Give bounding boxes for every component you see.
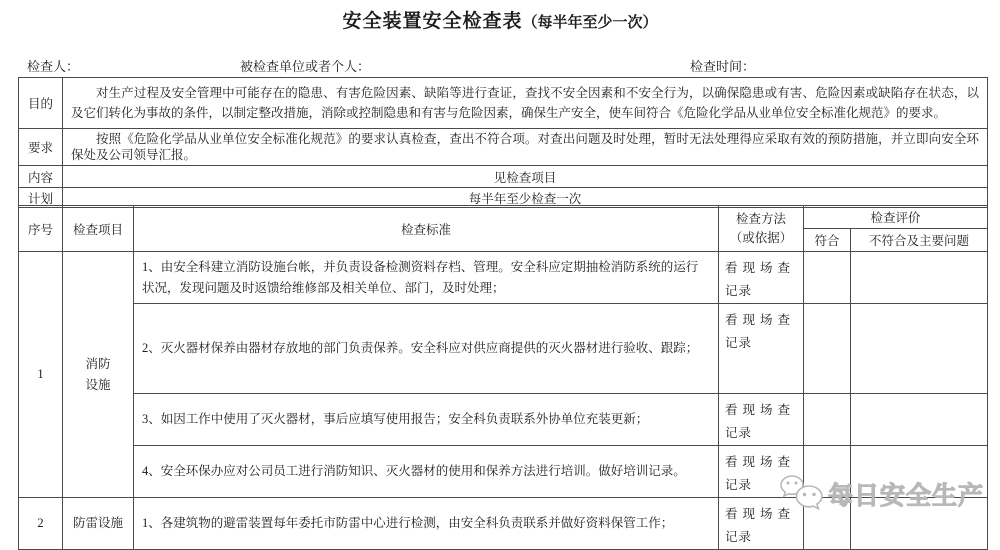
- checklist-table: [18, 205, 988, 550]
- header-pass: 符合: [804, 229, 851, 252]
- page-title: [0, 6, 1000, 33]
- purpose-row: [19, 78, 988, 129]
- requirement-row: [19, 129, 988, 166]
- method-cell: 看现场查 记录: [719, 394, 804, 446]
- page-title-frequency: （每半年至少一次）: [522, 15, 658, 31]
- fail-cell: [851, 304, 988, 394]
- table-row: [19, 498, 988, 550]
- purpose-label: 目的: [19, 78, 63, 129]
- method-cell: 看现场查 记录: [719, 498, 804, 550]
- pass-cell: [804, 446, 851, 498]
- header-evaluation: 检查评价: [804, 206, 988, 229]
- table-row: [19, 304, 988, 394]
- content-text: 见检查项目: [63, 166, 988, 188]
- standard-cell: 2、灭火器材保养由器材存放地的部门负责保养。安全科应对供应商提供的灭火器材进行验收、跟踪；: [134, 304, 719, 394]
- plan-text: 每半年至少检查一次: [63, 188, 988, 208]
- content-label: 内容: [19, 166, 63, 188]
- item-cell-lightning-protection: 防雷设施: [63, 498, 134, 550]
- table-row: [19, 394, 988, 446]
- header-item: 检查项目: [63, 206, 134, 252]
- fail-cell: [851, 394, 988, 446]
- table-row: [19, 446, 988, 498]
- standard-cell: 1、各建筑物的避雷装置每年委托市防雷中心进行检测，由安全科负责联系并做好资料保管工作；: [134, 498, 719, 550]
- method-cell: 看现场查 记录: [719, 446, 804, 498]
- standard-cell: 1、由安全科建立消防设施台帐，并负责设备检测资料存档、管理。安全科应定期抽检消防系统的运行状况，发现问题及时返馈给维修部及相关单位、部门，及时处理；: [134, 252, 719, 304]
- pass-cell: [804, 252, 851, 304]
- page-title-main: 安全装置安全检查表: [342, 11, 523, 32]
- meta-table: [18, 77, 988, 208]
- pass-cell: [804, 394, 851, 446]
- seq-cell-1: 1: [19, 252, 63, 498]
- fail-cell: [851, 446, 988, 498]
- standard-cell: 3、如因工作中使用了灭火器材，事后应填写使用报告；安全科负责联系外协单位充装更新；: [134, 394, 719, 446]
- fail-cell: [851, 498, 988, 550]
- seq-cell-2: 2: [19, 498, 63, 550]
- table-row: [19, 252, 988, 304]
- pass-cell: [804, 498, 851, 550]
- plan-label: 计划: [19, 188, 63, 208]
- item-cell-fire-equipment: 消防 设施: [63, 252, 134, 498]
- header-method: 检查方法 （或依据）: [719, 206, 804, 252]
- content-row: [19, 166, 988, 188]
- inspector-label: 检查人：: [27, 59, 80, 74]
- header-standard: 检查标准: [134, 206, 719, 252]
- header-seq: 序号: [19, 206, 63, 252]
- info-row: [0, 56, 1000, 74]
- purpose-text: 对生产过程及安全管理中可能存在的隐患、有害危险因素、缺陷等进行查证，查找不安全因素和不安全行为，以确保隐患或有害、危险因素或缺陷存在状态，以及它们转化为事故的条件，以制定整改措施，消除或控制隐患和有害与危险因素，确保生产安全，使车间符合《危险化学品从业单位安全标准化规范》的要求。: [63, 78, 988, 129]
- watermark-text: 每日安全生产: [828, 483, 985, 510]
- method-cell: 看现场查 记录: [719, 252, 804, 304]
- requirement-label: 要求: [19, 129, 63, 166]
- header-fail: 不符合及主要问题: [851, 229, 988, 252]
- method-cell: 看现场查 记录: [719, 304, 804, 394]
- inspection-time-label: 检查时间：: [690, 59, 756, 74]
- requirement-text: 按照《危险化学品从业单位安全标准化规范》的要求认真检查，查出不符合项。对查出问题及时处理，暂时无法处理得应采取有效的预防措施，并立即向安全环保处及公司领导汇报。: [63, 129, 988, 166]
- pass-cell: [804, 304, 851, 394]
- standard-cell: 4、安全环保办应对公司员工进行消防知识、灭火器材的使用和保养方法进行培训。做好培训记录。: [134, 446, 719, 498]
- header-row-1: [19, 206, 988, 229]
- inspected-unit-label: 被检查单位或者个人：: [240, 59, 371, 74]
- fail-cell: [851, 252, 988, 304]
